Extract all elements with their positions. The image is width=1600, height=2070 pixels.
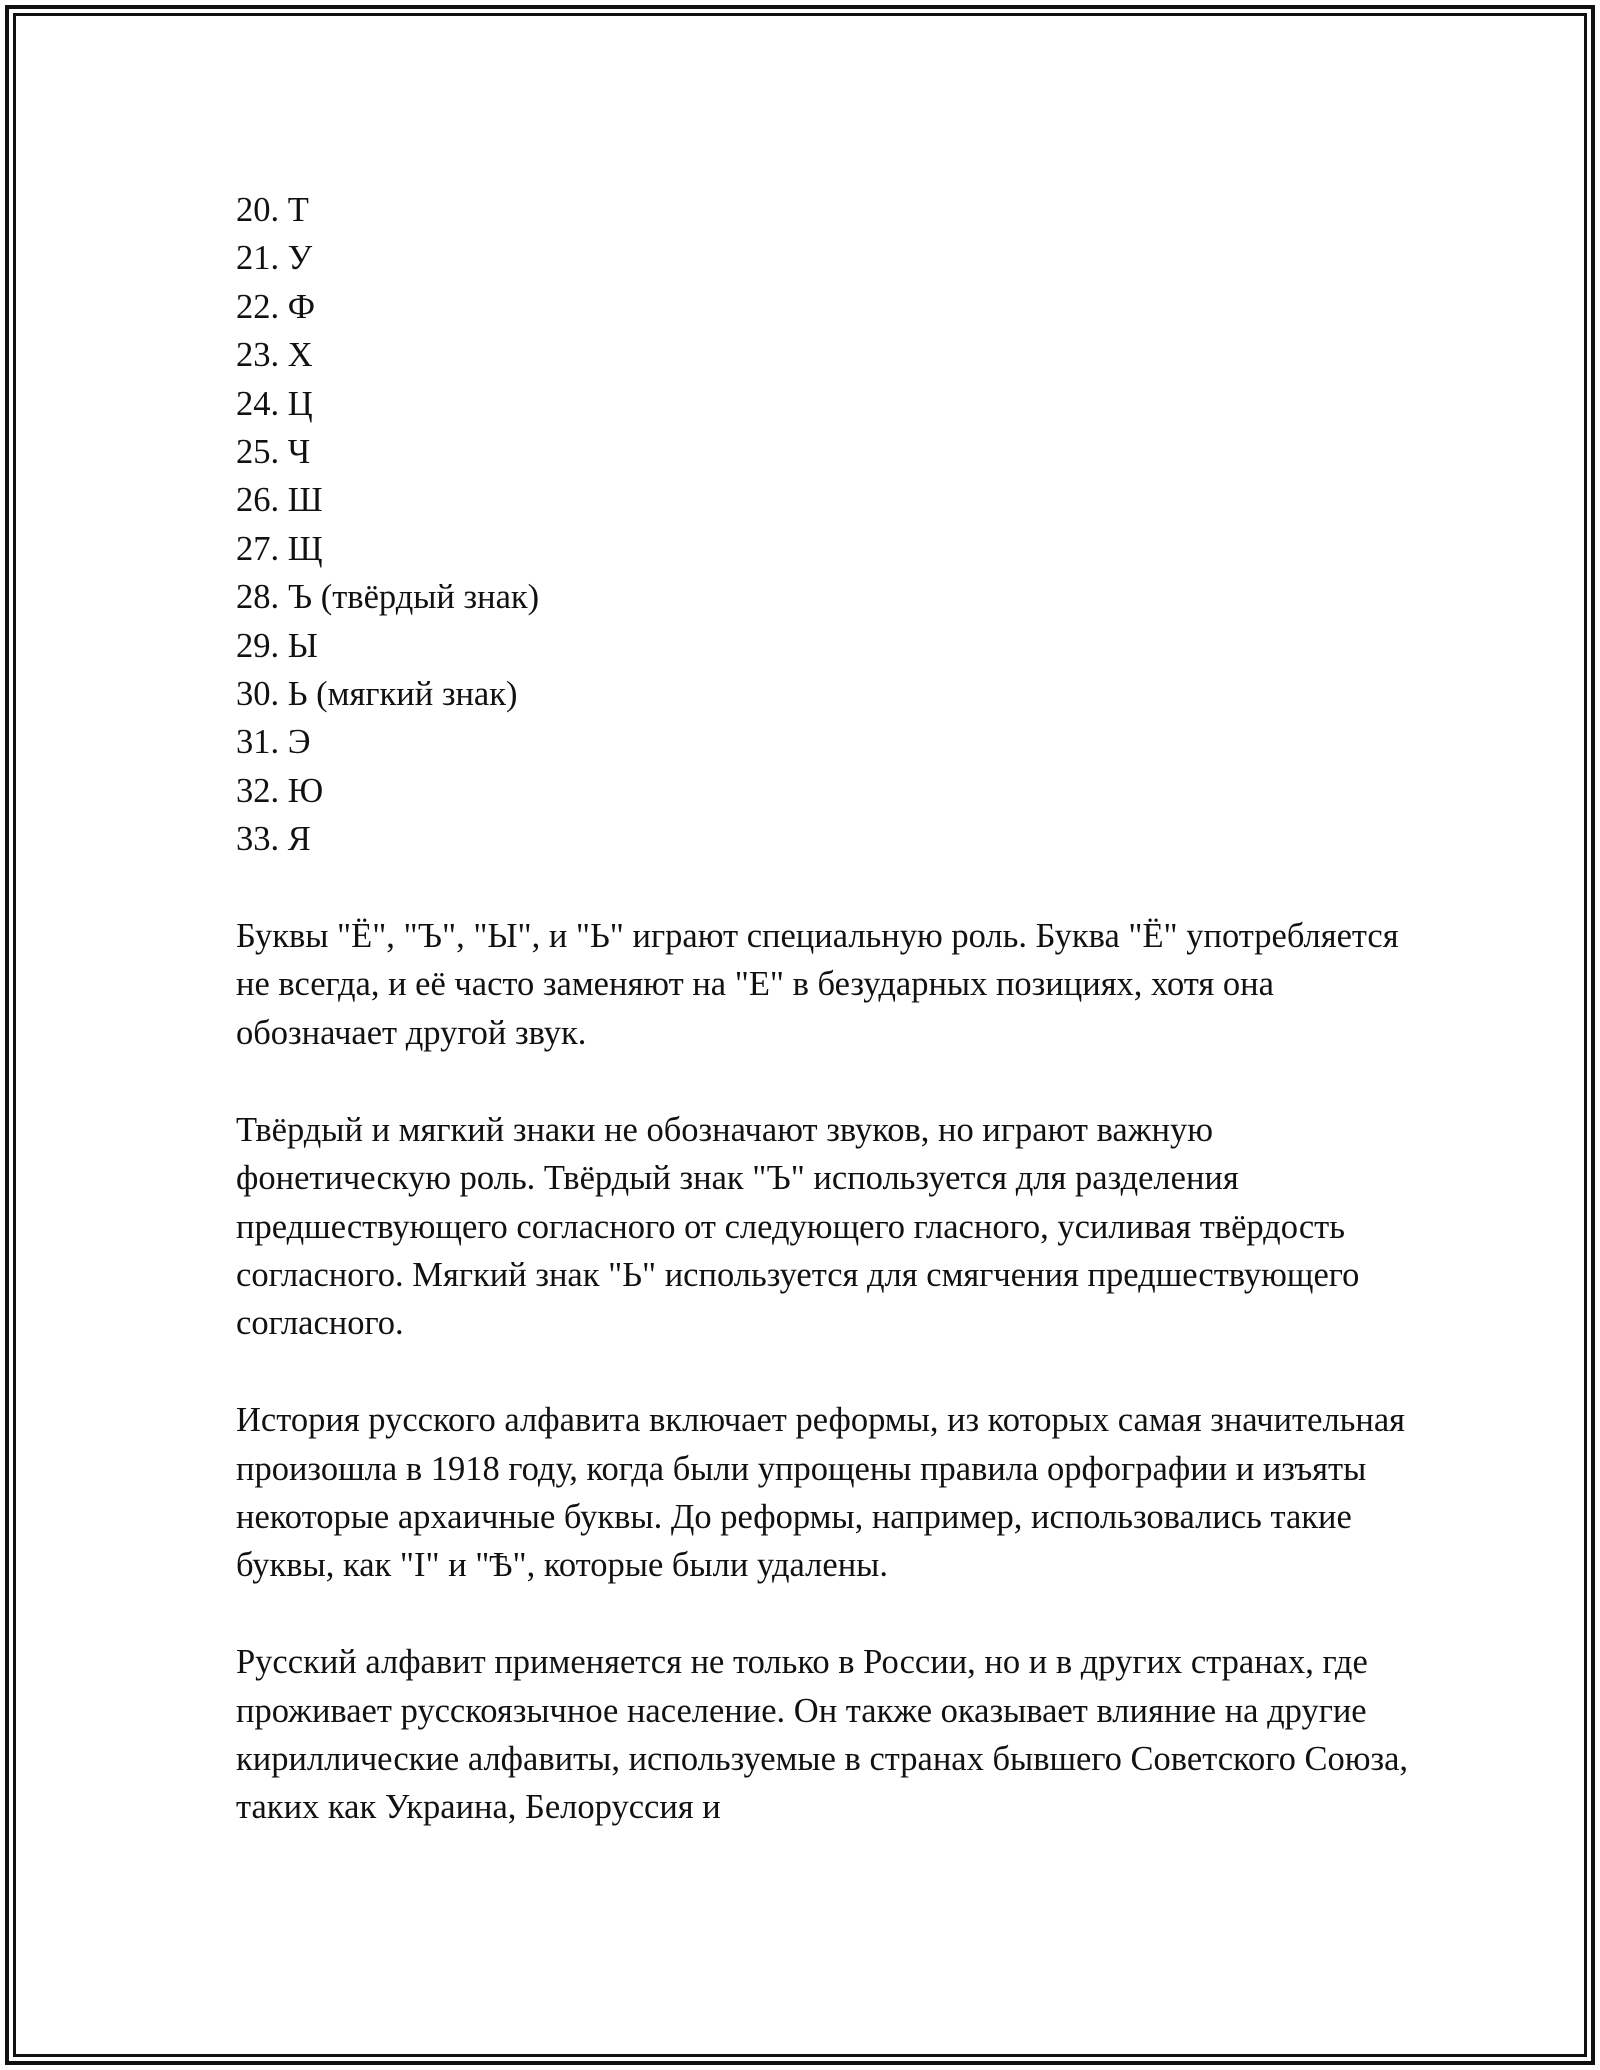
list-item: 27. Щ xyxy=(236,529,323,568)
list-item: 20. Т xyxy=(236,191,309,229)
paragraph-special-letters: Буквы "Ё", "Ъ", "Ы", и "Ь" играют специальную роль. Буква "Ё" употребляется не всегда, и её часто заменяют на "Е" в безударных позициях, хотя она обозначает другой звук. xyxy=(236,917,1399,1052)
list-item: 32. Ю xyxy=(236,771,324,810)
list-item: 30. Ь (мягкий знак) xyxy=(236,675,518,714)
paragraph-hard-soft-signs: Твёрдый и мягкий знаки не обозначают звуков, но играют важную фонетическую роль. Твёрдый знак "Ъ" используется для разделения предшествующего согласного от следующего гласного, усиливая твёрдость согласного. Мягкий знак "Ь" используется для смягчения предшествующего согласного. xyxy=(236,1110,1360,1343)
alphabet-list xyxy=(236,186,1416,864)
paragraph-alphabet-usage: Русский алфавит применяется не только в России, но и в других странах, где проживает русскоязычное население. Он также оказывает влияние на другие кириллические алфавиты, используемые в странах бывшего Советского Союза, таких как Украина, Белоруссия и xyxy=(236,1643,1409,1827)
list-item: 21. У xyxy=(236,239,313,278)
list-item: 26. Ш xyxy=(236,481,323,520)
list-item: 24. Ц xyxy=(236,384,313,423)
list-item: 33. Я xyxy=(236,820,311,859)
list-item: 25. Ч xyxy=(236,433,311,472)
list-item: 23. Х xyxy=(236,336,313,375)
list-item: 22. Ф xyxy=(236,287,316,326)
list-item: 29. Ы xyxy=(236,626,318,665)
list-item: 28. Ъ (твёрдый знак) xyxy=(236,578,540,617)
document-body xyxy=(236,186,1416,1832)
paragraph-alphabet-history: История русского алфавита включает реформы, из которых самая значительная произошла в 1918 году, когда были упрощены правила орфографии и изъяты некоторые архаичные буквы. До реформы, например, использовались такие буквы, как "І" и "Ѣ", которые были удалены. xyxy=(236,1401,1406,1585)
list-item: 31. Э xyxy=(236,723,311,762)
